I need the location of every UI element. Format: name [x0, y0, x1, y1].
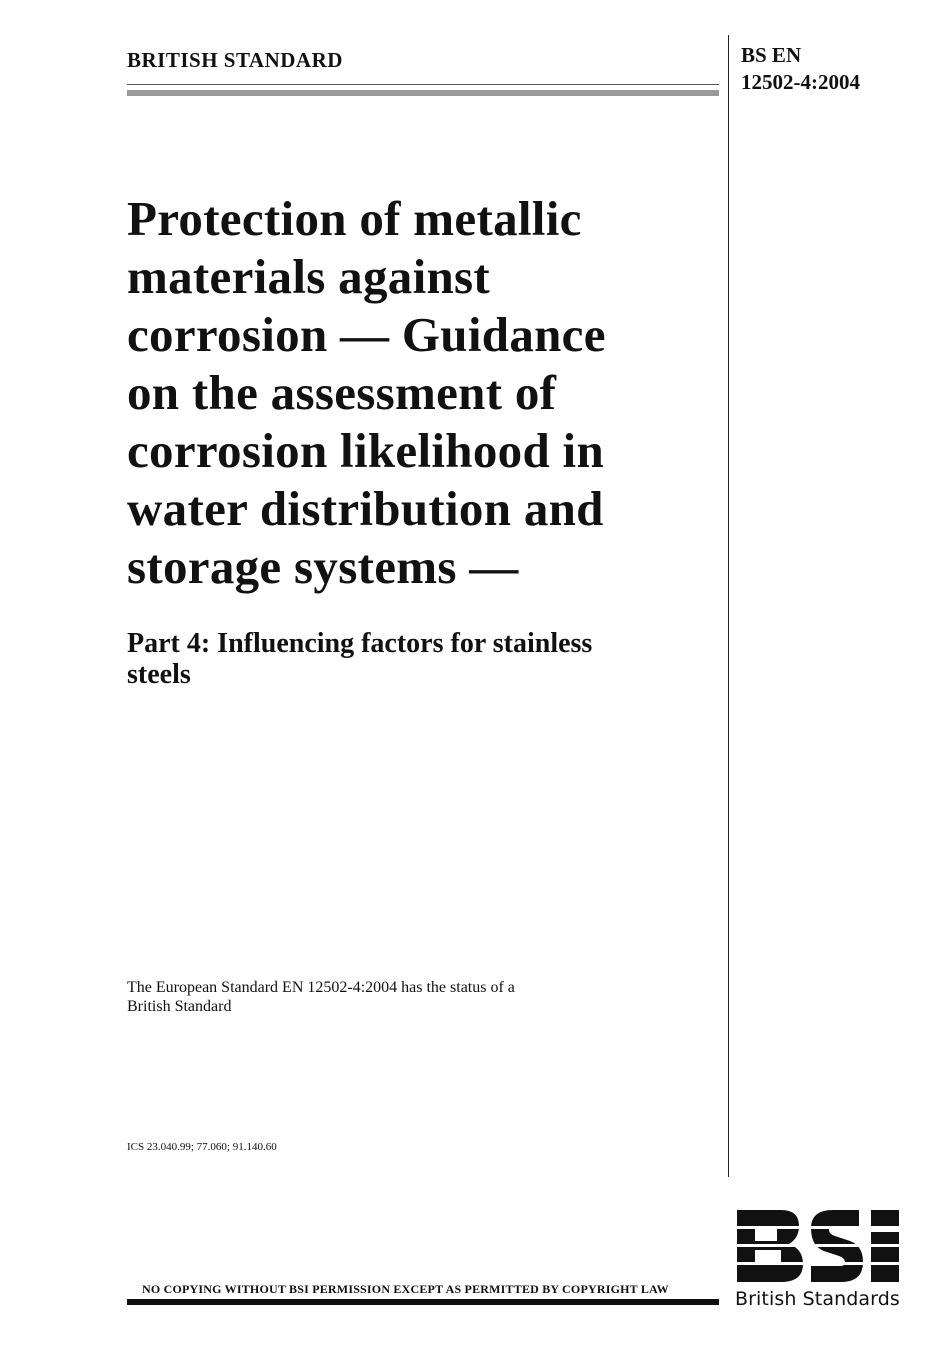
part-title-line: Part 4: Influencing factors for stainless — [127, 628, 593, 659]
document-title — [127, 190, 727, 596]
title-line: storage systems — — [127, 539, 519, 594]
status-note-line: British Standard — [127, 998, 232, 1015]
title-line: materials against — [127, 249, 491, 304]
copyright-notice: NO COPYING WITHOUT BSI PERMISSION EXCEPT AS PERMITTED BY COPYRIGHT LAW — [142, 1282, 669, 1296]
title-line: water distribution and — [127, 481, 604, 536]
title-line: corrosion — Guidance — [127, 307, 606, 362]
header-rule-thick — [127, 90, 719, 96]
part-title-line: steels — [127, 659, 191, 690]
bsi-logo-caption: British Standards — [735, 1288, 900, 1310]
status-note-line: The European Standard EN 12502-4:2004 has the status of a — [127, 979, 515, 996]
part-title — [127, 628, 727, 690]
standard-number-line2: 12502-4:2004 — [741, 70, 860, 94]
margin-divider — [728, 35, 729, 1177]
title-line: Protection of metallic — [127, 191, 582, 246]
footer-rule — [127, 1299, 719, 1305]
header-rule-thin — [127, 84, 719, 85]
bsi-logo-icon — [735, 1208, 903, 1284]
standard-number — [741, 42, 860, 96]
ics-codes: ICS 23.040.99; 77.060; 91.140.60 — [127, 1141, 277, 1153]
status-note — [127, 978, 607, 1016]
title-line: on the assessment of — [127, 365, 557, 420]
series-label: BRITISH STANDARD — [127, 48, 343, 72]
bsi-logo — [735, 1208, 905, 1310]
standard-number-line1: BS EN — [741, 43, 802, 67]
title-line: corrosion likelihood in — [127, 423, 605, 478]
